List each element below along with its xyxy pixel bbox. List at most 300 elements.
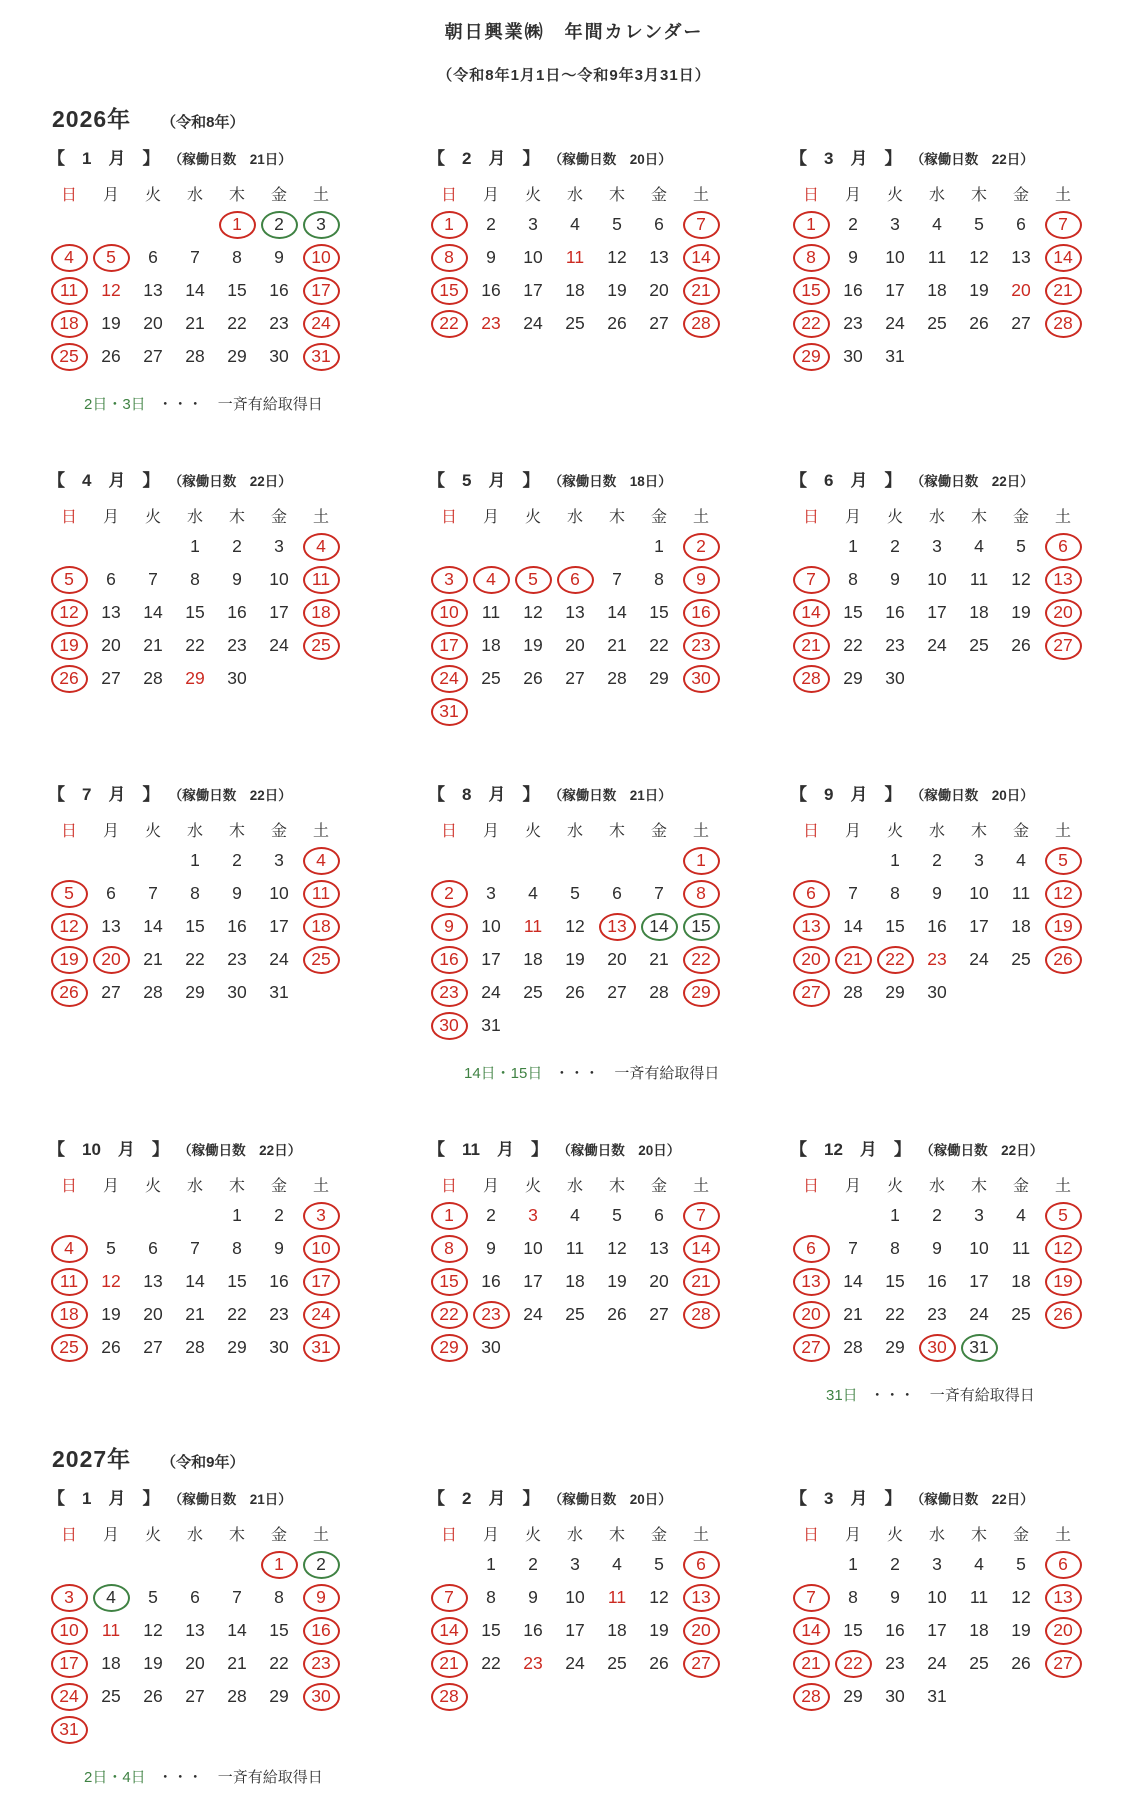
- day-cell: 1: [190, 536, 200, 556]
- day-cell: 12: [607, 1238, 627, 1258]
- day-cell-empty: [515, 847, 552, 875]
- day-cell: 4: [51, 1235, 88, 1263]
- day-cell: 16: [303, 1617, 340, 1645]
- document-subtitle: （令和8年1月1日～令和9年3月31日）: [437, 67, 711, 84]
- day-cell: 14: [185, 280, 205, 300]
- day-cell: 22: [227, 313, 247, 333]
- workdays-label: （稼働日数 22日）: [184, 1143, 302, 1158]
- day-cell: 19: [1011, 1620, 1031, 1640]
- day-cell: 11: [565, 1238, 585, 1258]
- day-cell: 6: [1045, 1551, 1082, 1579]
- day-cell: 26: [523, 668, 543, 688]
- month-bracket-label: 【 1 月 】: [48, 1489, 160, 1508]
- month-bracket-label: 【 8 月 】: [428, 785, 540, 804]
- day-cell: 27: [1045, 1650, 1082, 1678]
- day-cell: 2: [431, 880, 468, 908]
- weekday-cell: 日: [60, 508, 77, 526]
- day-cell: 22: [793, 310, 830, 338]
- day-cell: 25: [101, 1686, 121, 1706]
- day-cell-empty: [793, 847, 830, 875]
- note-text: ・・・ 一斉有給取得日: [554, 1065, 720, 1082]
- day-cell: 10: [969, 883, 989, 903]
- day-cell: 7: [1045, 211, 1082, 239]
- day-cell: 9: [303, 1584, 340, 1612]
- day-cell: 13: [101, 916, 121, 936]
- note-text: ・・・ 一斉有給取得日: [869, 1387, 1035, 1404]
- day-cell: 4: [473, 566, 510, 594]
- day-cell: 8: [890, 1238, 900, 1258]
- day-cell: 9: [274, 247, 284, 267]
- workdays-label: （稼働日数 20日）: [555, 152, 672, 167]
- day-cell: 10: [51, 1617, 88, 1645]
- day-cell: 12: [101, 280, 121, 300]
- day-cell: 16: [481, 280, 501, 300]
- day-cell: 2: [683, 533, 720, 561]
- day-cell: 6: [612, 883, 622, 903]
- day-cell: 2: [932, 1205, 942, 1225]
- day-cell-empty: [835, 847, 872, 875]
- weekday-cell: 月: [102, 1177, 119, 1195]
- month-bracket-label: 【 3 月 】: [790, 1489, 902, 1508]
- day-cell: 13: [1045, 1584, 1082, 1612]
- day-cell: 15: [185, 602, 205, 622]
- weekday-cell: 木: [970, 508, 987, 526]
- day-cell: 7: [190, 1238, 200, 1258]
- day-cell-empty: [793, 1202, 830, 1230]
- day-cell: 2: [486, 1205, 496, 1225]
- day-cell: 5: [51, 566, 88, 594]
- document-title: 朝日興業㈱ 年間カレンダー: [444, 22, 704, 42]
- weekday-cell: 木: [970, 1177, 987, 1195]
- day-cell: 20: [649, 1271, 669, 1291]
- day-cell: 2: [232, 536, 242, 556]
- day-cell: 19: [1045, 913, 1082, 941]
- day-cell: 6: [106, 569, 116, 589]
- day-cell: 8: [848, 569, 858, 589]
- day-grid: [790, 208, 1086, 373]
- weekday-row: [790, 500, 1086, 530]
- weekday-row: [790, 1169, 1086, 1199]
- day-cell: 7: [683, 211, 720, 239]
- day-cell: 25: [51, 343, 88, 371]
- weekday-cell: 金: [270, 508, 287, 526]
- day-cell: 6: [1045, 533, 1082, 561]
- weekday-cell: 土: [692, 1526, 709, 1544]
- day-cell-empty: [177, 211, 214, 239]
- day-cell: 7: [848, 1238, 858, 1258]
- weekday-row: [428, 814, 724, 844]
- weekday-cell: 月: [102, 1526, 119, 1544]
- day-cell: 2: [486, 214, 496, 234]
- weekday-row: [428, 178, 724, 208]
- day-cell: 14: [143, 916, 163, 936]
- day-cell-empty: [51, 1202, 88, 1230]
- day-cell: 17: [51, 1650, 88, 1678]
- day-cell: 9: [932, 1238, 942, 1258]
- day-cell: 1: [486, 1554, 496, 1574]
- day-grid: [790, 844, 1086, 1009]
- day-cell: 4: [51, 244, 88, 272]
- day-cell: 25: [481, 668, 501, 688]
- weekday-cell: 水: [566, 508, 583, 526]
- day-cell: 15: [683, 913, 720, 941]
- day-cell: 24: [303, 1301, 340, 1329]
- day-cell: 16: [481, 1271, 501, 1291]
- weekday-cell: 土: [1054, 186, 1071, 204]
- day-cell: 26: [1045, 946, 1082, 974]
- day-grid: [428, 1199, 724, 1364]
- day-cell-empty: [431, 533, 468, 561]
- day-cell: 7: [654, 883, 664, 903]
- day-cell: 20: [793, 1301, 830, 1329]
- weekday-cell: 月: [844, 186, 861, 204]
- day-cell: 20: [93, 946, 130, 974]
- day-cell-empty: [473, 533, 510, 561]
- day-cell: 31: [481, 1015, 501, 1035]
- day-cell: 23: [683, 632, 720, 660]
- weekday-row: [48, 1169, 344, 1199]
- month-bracket-label: 【 3 月 】: [790, 149, 902, 168]
- day-cell: 12: [143, 1620, 163, 1640]
- day-cell: 3: [932, 1554, 942, 1574]
- day-cell: 15: [431, 277, 468, 305]
- day-cell: 22: [877, 946, 914, 974]
- day-cell-empty: [93, 847, 130, 875]
- day-cell: 15: [431, 1268, 468, 1296]
- day-cell: 14: [683, 1235, 720, 1263]
- day-cell: 21: [683, 277, 720, 305]
- day-cell: 16: [885, 1620, 905, 1640]
- day-cell: 19: [607, 280, 627, 300]
- note-text: ・・・ 一斉有給取得日: [157, 396, 323, 413]
- day-cell: 1: [431, 1202, 468, 1230]
- day-cell: 13: [683, 1584, 720, 1612]
- day-cell: 5: [612, 1205, 622, 1225]
- day-cell: 29: [649, 668, 669, 688]
- weekday-cell: 木: [228, 508, 245, 526]
- day-cell-empty: [835, 1202, 872, 1230]
- weekday-cell: 金: [270, 1177, 287, 1195]
- day-cell: 27: [683, 1650, 720, 1678]
- day-cell: 28: [793, 1683, 830, 1711]
- day-cell: 28: [431, 1683, 468, 1711]
- day-cell: 3: [274, 536, 284, 556]
- month-bracket-label: 【 9 月 】: [790, 785, 902, 804]
- day-cell: 4: [303, 847, 340, 875]
- month-bracket-label: 【 5 月 】: [428, 471, 540, 490]
- day-cell: 26: [51, 979, 88, 1007]
- day-cell: 18: [1011, 1271, 1031, 1291]
- day-cell: 12: [1011, 1587, 1031, 1607]
- day-cell: 15: [227, 280, 247, 300]
- day-cell: 31: [927, 1686, 947, 1706]
- day-cell: 14: [143, 602, 163, 622]
- day-cell: 21: [143, 949, 163, 969]
- day-cell: 12: [565, 916, 585, 936]
- weekday-cell: 月: [102, 186, 119, 204]
- month-block: [790, 1484, 1086, 1713]
- day-cell: 2: [232, 850, 242, 870]
- day-cell: 13: [793, 1268, 830, 1296]
- day-cell: 31: [303, 343, 340, 371]
- day-cell: 29: [269, 1686, 289, 1706]
- day-grid: [428, 1548, 724, 1713]
- day-cell: 21: [793, 632, 830, 660]
- month-bracket-label: 【 12 月 】: [790, 1140, 911, 1159]
- weekday-row: [48, 1518, 344, 1548]
- weekday-cell: 月: [482, 186, 499, 204]
- day-cell: 6: [557, 566, 594, 594]
- day-cell: 9: [848, 247, 858, 267]
- day-cell: 4: [570, 1205, 580, 1225]
- day-cell: 25: [51, 1334, 88, 1362]
- day-cell: 19: [607, 1271, 627, 1291]
- day-cell: 1: [793, 211, 830, 239]
- weekday-row: [790, 1518, 1086, 1548]
- day-cell: 18: [969, 1620, 989, 1640]
- day-cell: 12: [101, 1271, 121, 1291]
- day-cell-empty: [793, 533, 830, 561]
- weekday-cell: 火: [886, 1177, 903, 1195]
- day-cell: 18: [607, 1620, 627, 1640]
- weekday-cell: 火: [144, 508, 161, 526]
- day-cell: 26: [51, 665, 88, 693]
- day-cell: 19: [51, 632, 88, 660]
- day-cell: 28: [143, 982, 163, 1002]
- weekday-cell: 日: [802, 186, 819, 204]
- day-cell: 3: [51, 1584, 88, 1612]
- weekday-cell: 日: [60, 186, 77, 204]
- day-cell: 25: [969, 635, 989, 655]
- day-cell: 7: [431, 1584, 468, 1612]
- day-cell: 13: [143, 280, 163, 300]
- day-cell: 4: [974, 536, 984, 556]
- weekday-cell: 月: [482, 822, 499, 840]
- weekday-cell: 土: [692, 186, 709, 204]
- day-cell: 30: [683, 665, 720, 693]
- weekday-cell: 金: [1012, 822, 1029, 840]
- workdays-label: （稼働日数 20日）: [563, 1143, 681, 1158]
- day-cell: 11: [51, 277, 88, 305]
- month-header: [48, 1484, 344, 1509]
- weekday-cell: 土: [692, 822, 709, 840]
- day-cell: 22: [431, 1301, 468, 1329]
- workdays-label: （稼働日数 22日）: [917, 152, 1034, 167]
- day-cell: 19: [649, 1620, 669, 1640]
- year-header: [52, 1441, 1148, 1474]
- day-cell: 26: [101, 346, 121, 366]
- day-cell: 30: [481, 1337, 501, 1357]
- day-cell-empty: [135, 847, 172, 875]
- day-cell: 2: [932, 850, 942, 870]
- day-cell: 14: [793, 1617, 830, 1645]
- day-cell: 30: [919, 1334, 956, 1362]
- day-cell: 14: [185, 1271, 205, 1291]
- day-grid: [790, 1548, 1086, 1713]
- day-cell: 15: [843, 1620, 863, 1640]
- day-cell: 16: [843, 280, 863, 300]
- day-cell: 4: [974, 1554, 984, 1574]
- month-block: [48, 466, 344, 695]
- day-cell: 1: [431, 211, 468, 239]
- day-cell: 9: [274, 1238, 284, 1258]
- month-bracket-label: 【 6 月 】: [790, 471, 902, 490]
- workdays-label: （稼働日数 21日）: [175, 1492, 292, 1507]
- day-cell: 26: [607, 1304, 627, 1324]
- weekday-cell: 月: [844, 1526, 861, 1544]
- day-cell: 23: [303, 1650, 340, 1678]
- day-cell: 6: [793, 1235, 830, 1263]
- day-cell: 14: [793, 599, 830, 627]
- day-cell: 31: [51, 1716, 88, 1744]
- weekday-cell: 水: [186, 1526, 203, 1544]
- day-cell: 12: [969, 247, 989, 267]
- weekday-cell: 日: [802, 1526, 819, 1544]
- day-cell: 26: [565, 982, 585, 1002]
- day-cell: 9: [528, 1587, 538, 1607]
- day-cell: 16: [885, 602, 905, 622]
- weekday-cell: 日: [802, 508, 819, 526]
- day-cell: 3: [974, 850, 984, 870]
- day-cell: 29: [227, 1337, 247, 1357]
- weekday-cell: 木: [228, 822, 245, 840]
- day-cell: 18: [1011, 916, 1031, 936]
- day-cell-empty: [473, 847, 510, 875]
- day-cell: 22: [843, 635, 863, 655]
- weekday-row: [428, 500, 724, 530]
- day-cell: 8: [274, 1587, 284, 1607]
- day-cell: 22: [885, 1304, 905, 1324]
- month-block: [790, 1135, 1086, 1405]
- day-cell: 3: [932, 536, 942, 556]
- day-cell: 3: [486, 883, 496, 903]
- day-cell: 22: [269, 1653, 289, 1673]
- day-cell: 9: [232, 883, 242, 903]
- weekday-cell: 水: [928, 186, 945, 204]
- month-bracket-label: 【 7 月 】: [48, 785, 160, 804]
- month-header: [48, 1135, 344, 1160]
- weekday-cell: 日: [60, 822, 77, 840]
- day-cell: 5: [1045, 1202, 1082, 1230]
- day-cell: 9: [486, 1238, 496, 1258]
- day-cell: 3: [303, 1202, 340, 1230]
- day-cell: 1: [848, 536, 858, 556]
- day-cell: 13: [101, 602, 121, 622]
- day-cell: 9: [890, 569, 900, 589]
- day-cell: 11: [565, 247, 585, 267]
- day-cell: 10: [303, 244, 340, 272]
- year-section: [48, 1441, 1148, 1787]
- day-cell: 18: [303, 913, 340, 941]
- day-cell: 15: [269, 1620, 289, 1640]
- day-cell-empty: [51, 847, 88, 875]
- day-cell: 1: [232, 1205, 242, 1225]
- day-cell: 21: [431, 1650, 468, 1678]
- day-cell: 9: [431, 913, 468, 941]
- day-cell: 14: [607, 602, 627, 622]
- day-cell: 28: [607, 668, 627, 688]
- weekday-cell: 金: [650, 508, 667, 526]
- day-grid: [48, 530, 344, 695]
- weekday-row: [48, 500, 344, 530]
- weekday-cell: 日: [440, 508, 457, 526]
- day-cell: 28: [843, 982, 863, 1002]
- day-cell: 7: [793, 1584, 830, 1612]
- day-cell: 29: [885, 982, 905, 1002]
- day-cell: 19: [101, 1304, 121, 1324]
- weekday-cell: 水: [186, 186, 203, 204]
- day-cell: 16: [227, 602, 247, 622]
- weekday-cell: 月: [482, 1177, 499, 1195]
- day-cell-empty: [219, 1551, 256, 1579]
- day-cell: 18: [969, 602, 989, 622]
- day-cell: 3: [974, 1205, 984, 1225]
- weekday-cell: 木: [608, 508, 625, 526]
- day-cell: 10: [969, 1238, 989, 1258]
- weekday-cell: 日: [60, 1177, 77, 1195]
- day-grid: [48, 844, 344, 1009]
- month-header: [790, 1484, 1086, 1509]
- weekday-cell: 土: [312, 1177, 329, 1195]
- workdays-label: （稼働日数 22日）: [175, 788, 292, 803]
- weekday-cell: 木: [228, 186, 245, 204]
- weekday-cell: 月: [102, 508, 119, 526]
- month-block: [428, 466, 724, 728]
- day-cell-empty: [135, 1551, 172, 1579]
- day-cell-empty: [557, 533, 594, 561]
- weekday-cell: 火: [886, 822, 903, 840]
- day-grid: [790, 1199, 1086, 1364]
- day-cell: 30: [269, 1337, 289, 1357]
- day-cell: 25: [927, 313, 947, 333]
- day-cell: 1: [683, 847, 720, 875]
- day-cell: 21: [649, 949, 669, 969]
- day-cell: 19: [1011, 602, 1031, 622]
- day-cell: 16: [683, 599, 720, 627]
- day-cell: 18: [51, 1301, 88, 1329]
- day-cell: 20: [1045, 599, 1082, 627]
- day-cell: 17: [927, 1620, 947, 1640]
- day-cell: 8: [431, 244, 468, 272]
- day-cell: 30: [269, 346, 289, 366]
- day-cell: 4: [93, 1584, 130, 1612]
- day-cell: 8: [486, 1587, 496, 1607]
- day-cell: 10: [565, 1587, 585, 1607]
- weekday-cell: 土: [312, 822, 329, 840]
- day-cell: 18: [51, 310, 88, 338]
- day-cell: 6: [106, 883, 116, 903]
- day-cell: 12: [607, 247, 627, 267]
- day-cell: 29: [885, 1337, 905, 1357]
- paid-leave-note: [464, 1062, 724, 1083]
- era-label: （令和9年）: [161, 1454, 245, 1471]
- day-cell: 27: [1045, 632, 1082, 660]
- day-grid: [790, 530, 1086, 695]
- day-cell: 17: [927, 602, 947, 622]
- day-cell: 8: [232, 247, 242, 267]
- day-cell: 27: [101, 982, 121, 1002]
- day-cell: 27: [101, 668, 121, 688]
- weekday-row: [428, 1518, 724, 1548]
- weekday-cell: 木: [608, 186, 625, 204]
- month-bracket-label: 【 2 月 】: [428, 1489, 540, 1508]
- workdays-label: （稼働日数 20日）: [555, 1492, 672, 1507]
- weekday-cell: 金: [650, 822, 667, 840]
- day-cell: 27: [1011, 313, 1031, 333]
- day-cell: 15: [227, 1271, 247, 1291]
- day-cell: 23: [227, 635, 247, 655]
- day-cell: 30: [431, 1012, 468, 1040]
